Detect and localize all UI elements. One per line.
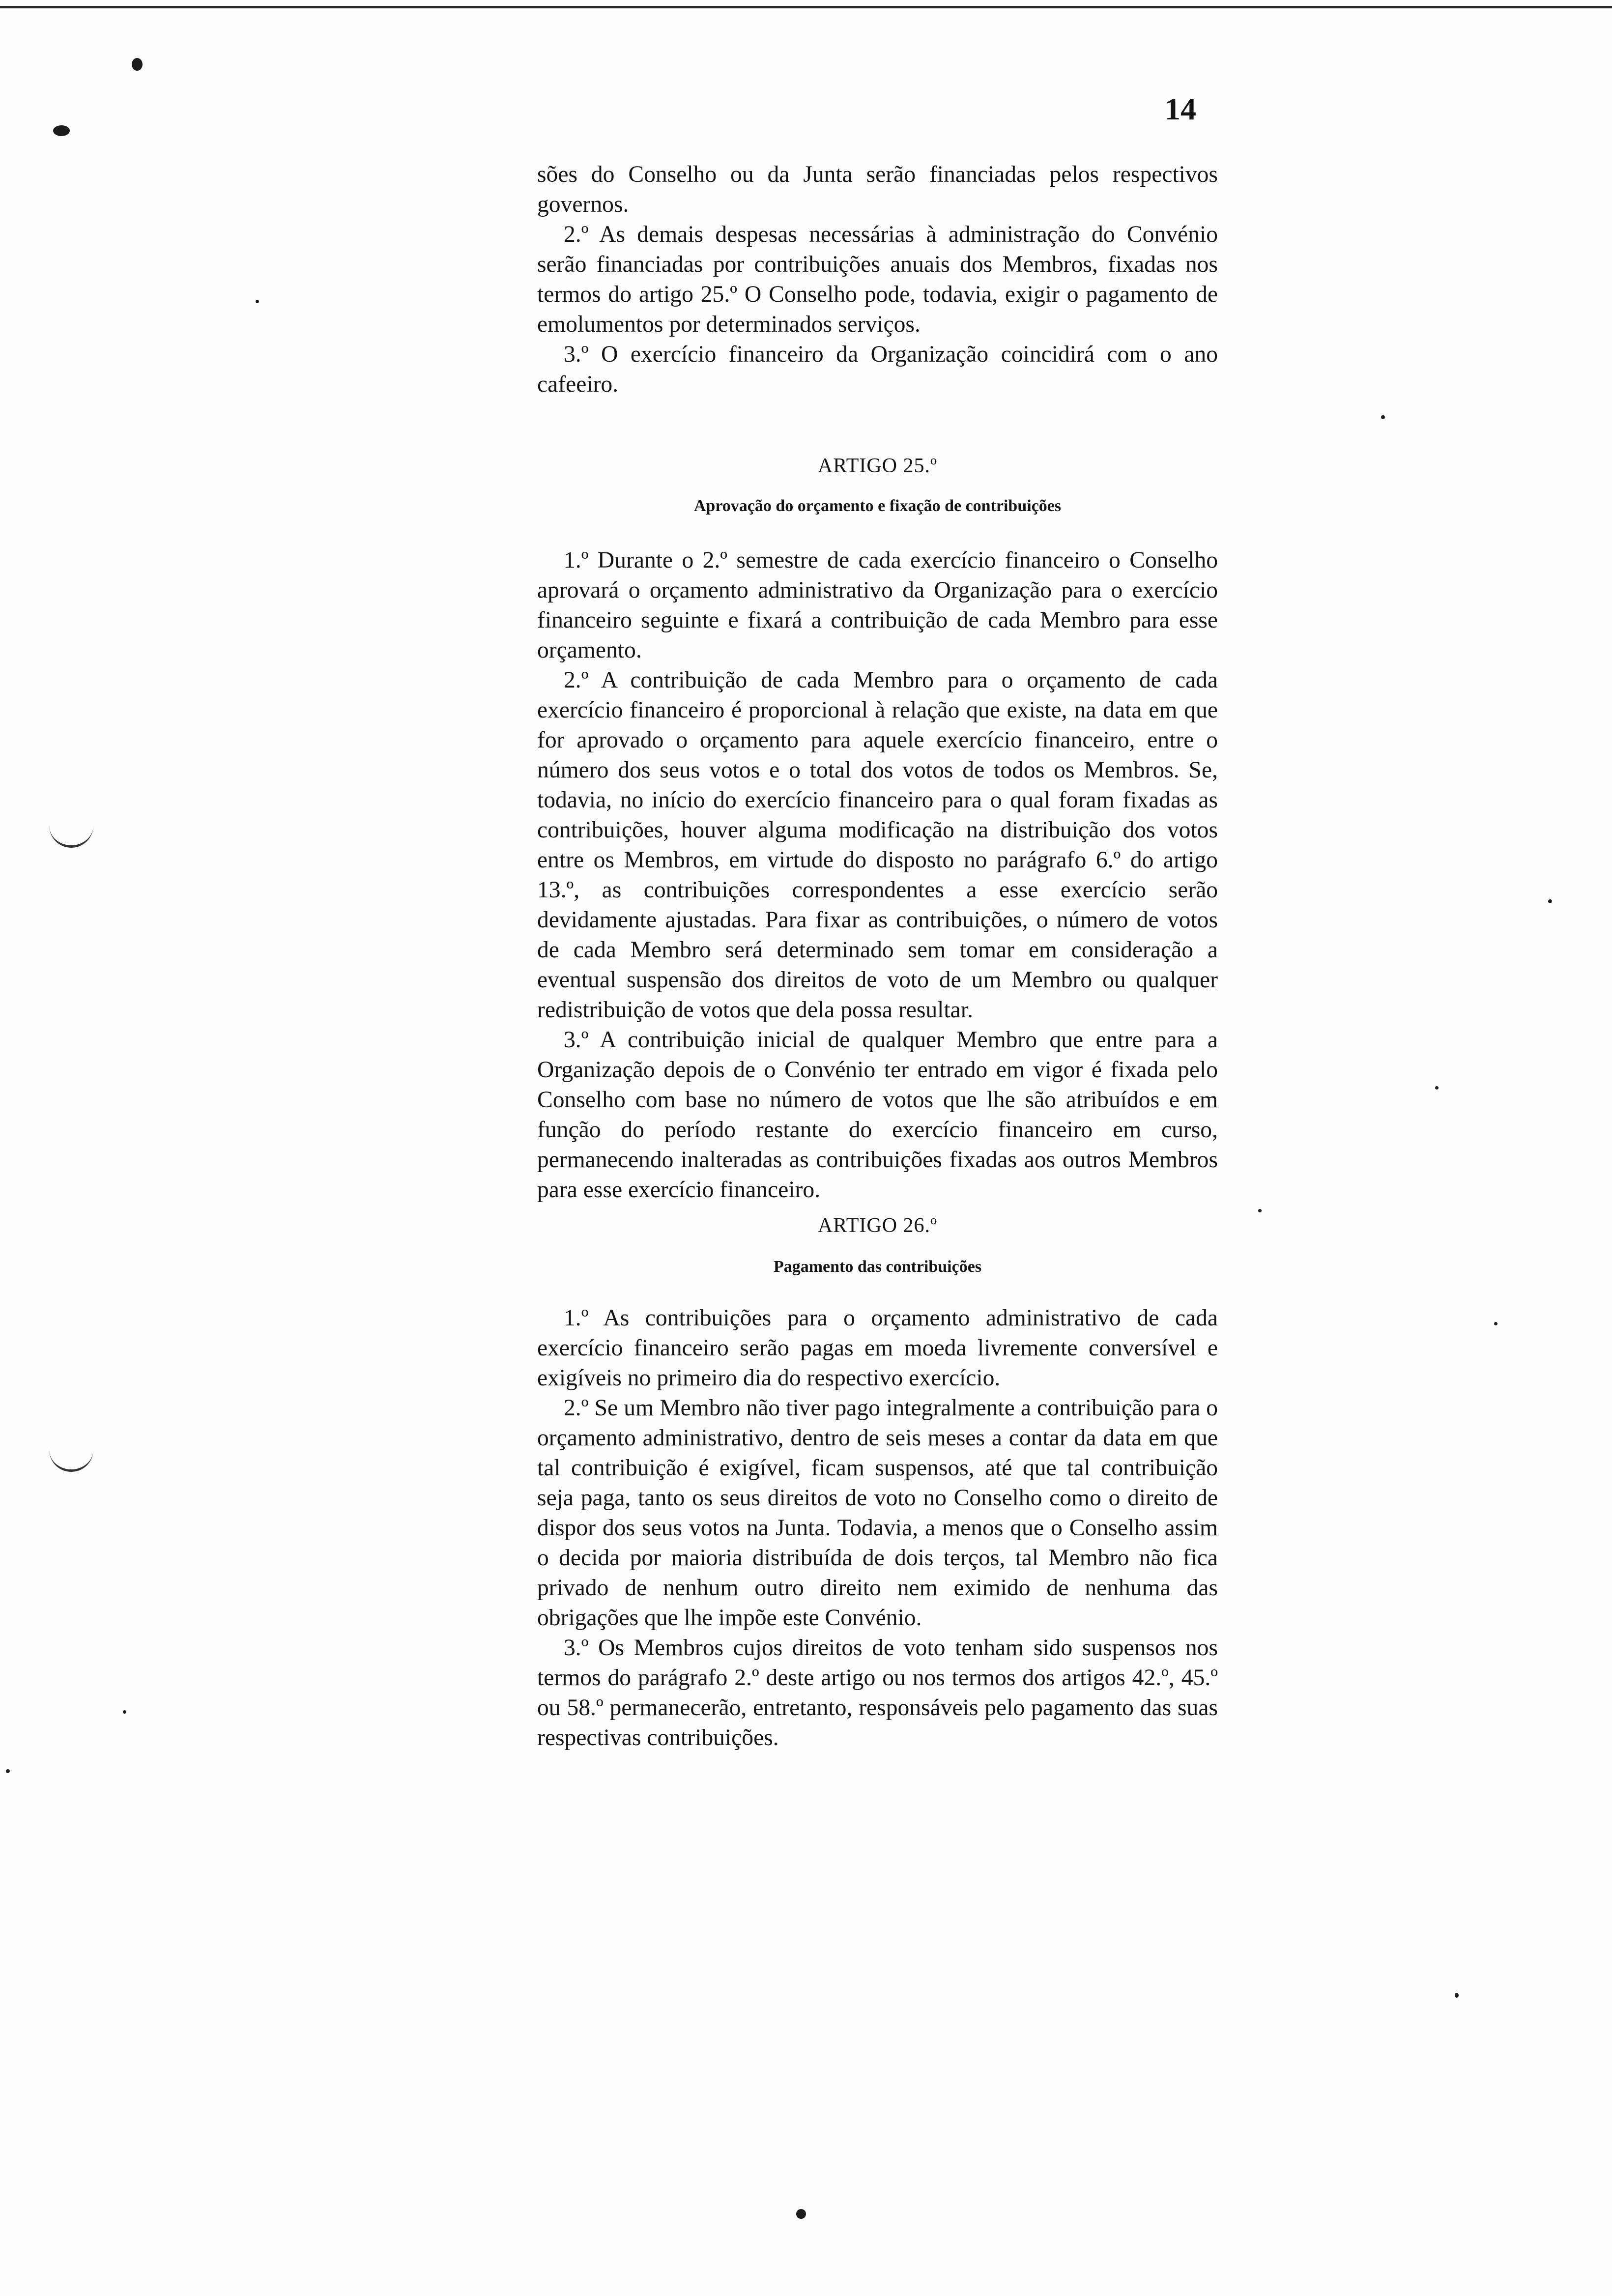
scan-margin-mark [49, 1440, 93, 1472]
scan-speck [1455, 1993, 1459, 1998]
scan-speck [123, 1710, 126, 1714]
paragraph-25-3: 3.º A contribuição inicial de qualquer Membro que entre para a Organização depois de o Convénio ter entrado em vigor é fixada pelo Conselho com base no número de votos que lhe são atribuídos e em função do período restante do exercício financeiro em curso, permanecendo inalteradas as contribuições fixadas aos outros Membros para esse exercício financeiro. [537, 1027, 1218, 1203]
scan-speck [1435, 1086, 1439, 1090]
paragraph-24-2: 2.º As demais despesas necessárias à administração do Convénio serão financiadas por contribuições anuais dos Membros, fixadas nos termos do artigo 25.º O Conselho pode, todavia, exigir o pagamento de emolumentos por determinados serviços. [537, 222, 1218, 337]
scan-speck [132, 58, 143, 71]
page-number: 14 [1165, 91, 1196, 126]
paragraph-24-3: 3.º O exercício financeiro da Organização coincidirá com o ano cafeeiro. [537, 342, 1218, 397]
article-25-subheading: Aprovação do orçamento e fixação de contribuições [693, 497, 1062, 515]
paragraph-26-1: 1.º As contribuições para o orçamento administrativo de cada exercício financeiro serão pagas em moeda livremente conversível e exigíveis no primeiro dia do respectivo exercício. [537, 1305, 1218, 1391]
paragraph-25-2: 2.º A contribuição de cada Membro para o orçamento de cada exercício financeiro é proporcional à relação que existe, na data em que for aprovado o orçamento para aquele exercício financeiro, entre o número dos seus votos e o total dos votos de todos os Membros. Se, todavia, no início do exercício financeiro para o qual foram fixadas as contribuições, houver alguma modificação na distribuição dos votos entre os Membros, em virtude do disposto no parágrafo 6.º do artigo 13.º, as contribuições correspondentes a esse exercício serão devidamente ajustadas. Para fixar as contribuições, o número de votos de cada Membro será determinado sem tomar em consideração a eventual suspensão dos direitos de voto de um Membro ou qualquer redistribuição de votos que dela possa resultar. [537, 667, 1218, 1023]
scan-speck [1494, 1322, 1497, 1325]
scan-speck [256, 300, 259, 303]
scan-margin-mark [49, 816, 93, 848]
scan-speck [796, 2209, 806, 2219]
article-26-heading: ARTIGO 26.º [817, 1214, 938, 1237]
paragraph-26-2: 2.º Se um Membro não tiver pago integralmente a contribuição para o orçamento administrativo, dentro de seis meses a contar da data em que tal contribuição é exigível, ficam suspensos, até que tal contribuição seja paga, tanto os seus direitos de voto no Conselho como o direito de dispor dos seus votos na Junta. Todavia, a menos que o Conselho assim o decida por maioria distribuída de dois terços, tal Membro não fica privado de nenhum outro direito nem eximido de nenhuma das obrigações que lhe impõe este Convénio. [537, 1395, 1218, 1631]
article-25-heading: ARTIGO 25.º [817, 455, 938, 477]
scan-speck [53, 125, 70, 136]
text-column [537, 160, 1218, 1753]
article-26-subheading: Pagamento das contribuições [773, 1258, 982, 1276]
top-border-rule [0, 6, 1612, 8]
scan-speck [1381, 415, 1385, 419]
paragraph-25-1: 1.º Durante o 2.º semestre de cada exercício financeiro o Conselho aprovará o orçamento administrativo da Organização para o exercício financeiro seguinte e fixará a contribuição de cada Membro para esse orçamento. [537, 547, 1218, 663]
scan-speck [1548, 899, 1552, 903]
scan-speck [6, 1769, 10, 1773]
paragraph-26-3: 3.º Os Membros cujos direitos de voto tenham sido suspensos nos termos do parágrafo 2.º deste artigo ou nos termos dos artigos 42.º, 45.º ou 58.º permanecerão, entretanto, responsáveis pelo pagamento das suas respectivas contribuições. [537, 1635, 1218, 1751]
paragraph-continuation: sões do Conselho ou da Junta serão financiadas pelos respectivos governos. [537, 162, 1218, 217]
scan-speck [1258, 1209, 1262, 1212]
